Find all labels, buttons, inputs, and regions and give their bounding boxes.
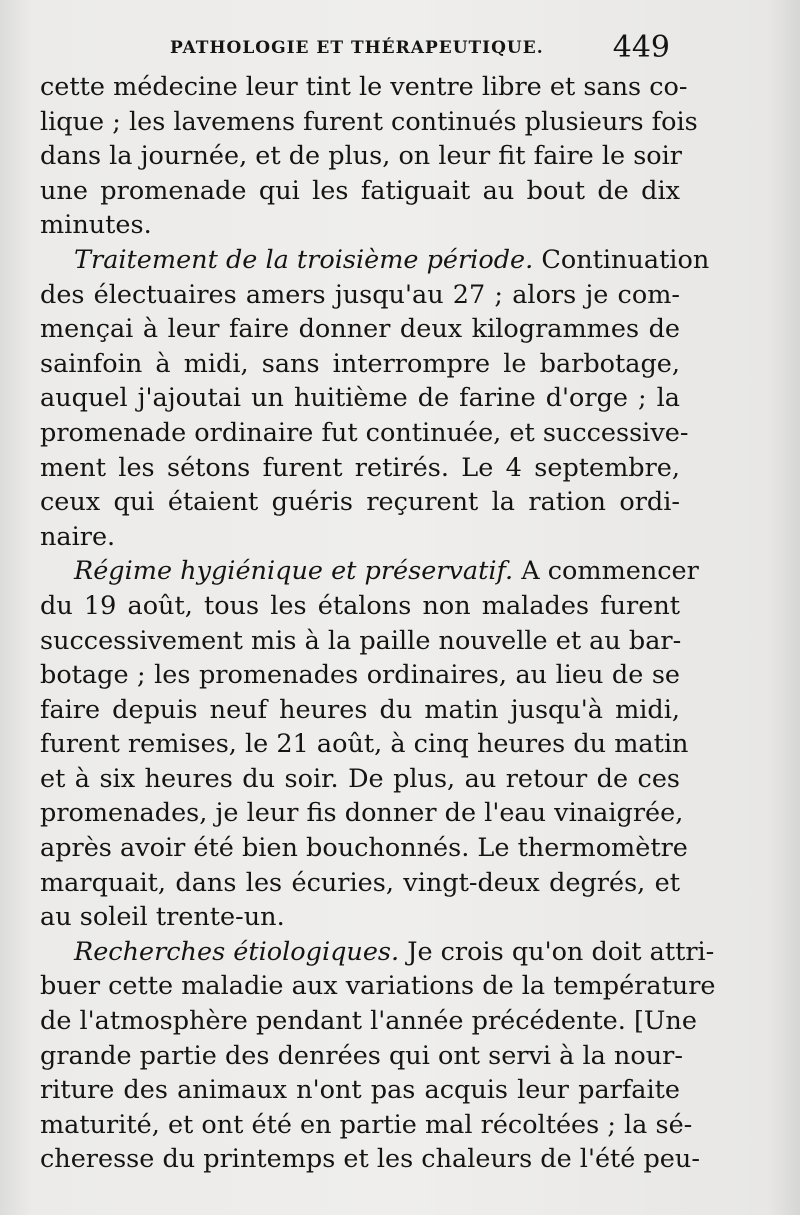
text-line (40, 451, 680, 486)
paragraph-first-line (40, 243, 710, 278)
text-line (40, 381, 680, 416)
line-text: au soleil trente-un. (40, 902, 285, 933)
text-line (40, 416, 689, 451)
line-text: ment les sétons furent retirés. Le 4 septembre, (40, 452, 680, 483)
text-line (40, 105, 698, 140)
line-text: après avoir été bien bouchonnés. Le thermomètre (40, 833, 688, 864)
line-text: furent remises, le 21 août, à cinq heures du matin (40, 729, 689, 760)
page-number: 449 (612, 30, 670, 65)
text-line (40, 139, 680, 174)
line-text: grande partie des denrées qui ont servi à la nour- (40, 1040, 683, 1071)
text-line (40, 278, 680, 313)
line-text: mençai à leur faire donner deux kilogrammes de (40, 314, 680, 345)
text-line (40, 969, 716, 1004)
page-header (40, 28, 680, 68)
line-text: sainfoin à midi, sans interrompre le barbotage, (40, 348, 680, 379)
body-text (40, 70, 716, 1177)
text-line (40, 727, 689, 762)
text-line (40, 485, 680, 520)
line-text: successivement mis à la paille nouvelle et au bar- (40, 625, 682, 656)
text-line (40, 831, 688, 866)
text-line (40, 762, 680, 797)
paragraph-first-line (40, 554, 699, 589)
text-line (40, 174, 680, 209)
text-line (40, 1039, 683, 1074)
line-text: Je crois qu'on doit attri- (399, 936, 715, 967)
text-line (40, 624, 680, 659)
line-text: lique ; les lavemens furent continués plusieurs fois (40, 106, 698, 137)
text-line (40, 658, 680, 693)
line-text: auquel j'ajoutai un huitième de farine d'orge ; la (40, 383, 680, 414)
line-text: cette médecine leur tint le ventre libre et sans co- (40, 72, 688, 102)
section-heading: Régime hygiénique et préservatif. (74, 556, 514, 587)
line-text: du 19 août, tous les étalons non malades furent (40, 590, 680, 621)
line-text: A commencer (513, 556, 699, 587)
text-line (40, 589, 680, 624)
line-text: faire depuis neuf heures du matin jusqu'à midi, (40, 694, 680, 725)
text-line (40, 347, 680, 382)
section-heading: Recherches étiologiques. (74, 936, 400, 967)
text-line (40, 312, 680, 347)
text-line (40, 693, 680, 728)
line-text: ceux qui étaient guéris reçurent la ration ordi- (40, 487, 680, 518)
line-text: promenade ordinaire fut continuée, et successive- (40, 417, 689, 448)
line-text: buer cette maladie aux variations de la température (40, 971, 716, 1002)
line-text: maturité, et ont été en partie mal récoltées ; la sé- (40, 1109, 693, 1140)
text-line (40, 70, 688, 105)
line-text: de l'atmosphère pendant l'année précédente. [Une (40, 1006, 697, 1037)
line-text: naire. (40, 521, 116, 552)
line-text: et à six heures du soir. De plus, au retour de ces (40, 763, 680, 794)
text-line (40, 1142, 700, 1177)
paragraph-first-line (40, 935, 715, 970)
line-text: minutes. (40, 210, 152, 241)
line-text: marquait, dans les écuries, vingt-deux degrés, et (40, 867, 680, 898)
line-text: Continuation (533, 244, 710, 275)
text-line (40, 1073, 680, 1108)
running-title: PATHOLOGIE ET THÉRAPEUTIQUE. (170, 38, 544, 58)
section-heading: Traitement de la troisième période. (74, 244, 534, 275)
line-text: cheresse du printemps et les chaleurs de l'été peu- (40, 1144, 700, 1175)
line-text: dans la journée, et de plus, on leur fit faire le soir (40, 141, 682, 172)
text-line (40, 520, 680, 555)
line-text: des électuaires amers jusqu'au 27 ; alors je com- (40, 279, 680, 310)
text-line (40, 866, 680, 901)
line-text: une promenade qui les fatiguait au bout de dix (40, 175, 680, 206)
text-line (40, 1004, 697, 1039)
text-line (40, 208, 680, 243)
line-text: botage ; les promenades ordinaires, au lieu de se (40, 660, 680, 691)
text-line (40, 900, 680, 935)
text-line (40, 1108, 693, 1143)
line-text: promenades, je leur fis donner de l'eau vinaigrée, (40, 798, 684, 829)
line-text: riture des animaux n'ont pas acquis leur parfaite (40, 1075, 680, 1106)
text-line (40, 796, 684, 831)
